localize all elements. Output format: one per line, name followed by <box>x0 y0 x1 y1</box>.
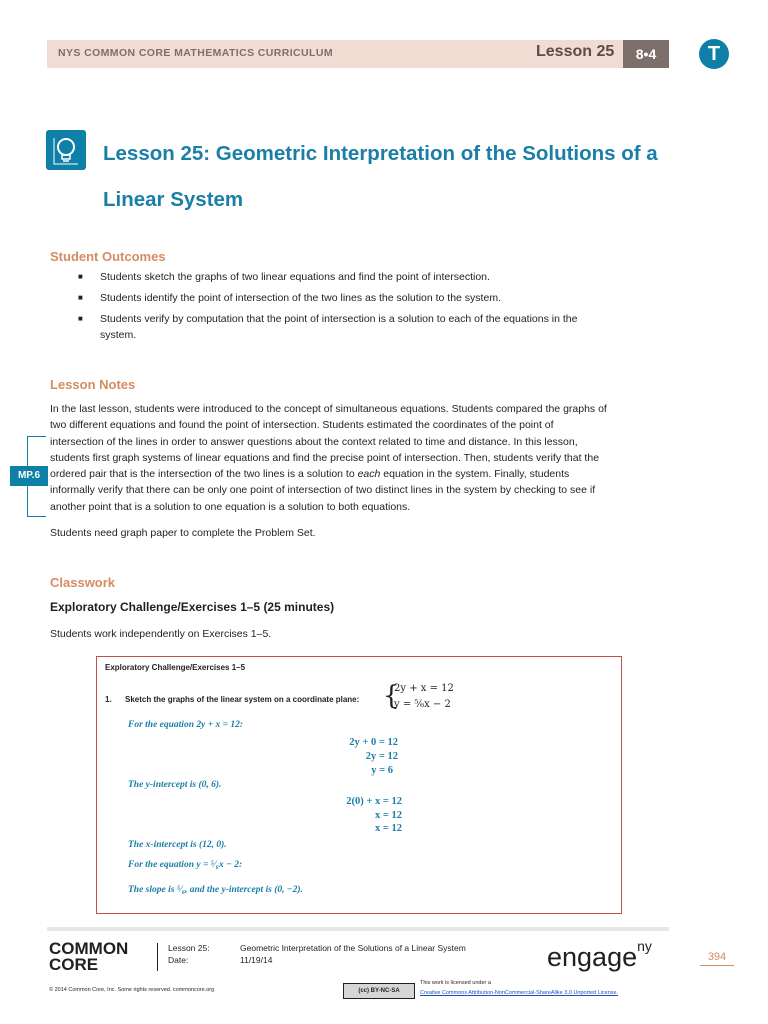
graph-paper-note: Students need graph paper to complete the Problem Set. <box>50 527 316 539</box>
classwork-heading: Classwork <box>50 575 116 590</box>
answer-line: The y-intercept is (0, 6). <box>128 780 222 790</box>
lesson-notes-text: In the last lesson, students were introduced to the concept of simultaneous equations. Students compared the graphs of two different equations and found the point of intersection. Students estimated the coordinates of the point of intersection of the lines in order to answer questions about the context related to time and distance. In this lesson, students first graph systems of linear equations and find the precise point of intersection. Then, students verify that the ordered pair that is the intersection of the two lines is a solution to each equation in the system. Finally, students informally verify that there can be only one point of intersection of two distinct lines in the system by checking to see if another point that is a solution to one equation is a solution to both equations. <box>50 403 607 513</box>
notes-heading: Lesson Notes <box>50 377 136 392</box>
teacher-badge: T <box>699 39 729 69</box>
common-core-logo: COMMON CORE <box>49 939 129 974</box>
bullet-icon: ■ <box>78 293 83 302</box>
system-brace: { <box>383 681 400 711</box>
lightbulb-icon <box>46 130 86 170</box>
mp-badge: MP.6 <box>10 466 48 486</box>
calc-line: x = 12 <box>375 823 402 834</box>
classwork-instruction: Students work independently on Exercises 1–5. <box>50 628 272 640</box>
bullet-icon: ■ <box>78 314 83 323</box>
calc-line: 2y + 0 = 12 <box>349 737 398 748</box>
answer-line: For the equation y = ⁵⁄₆x − 2: <box>128 860 243 870</box>
answer-line: The x-intercept is (12, 0). <box>128 840 227 850</box>
cc-license-icon: (cc) BY-NC-SA <box>343 983 415 999</box>
calc-line: 2(0) + x = 12 <box>346 796 402 807</box>
system-eq-2: y = ⁵⁄₆x − 2 <box>394 699 451 710</box>
exploratory-heading: Exploratory Challenge/Exercises 1–5 (25 minutes) <box>50 600 335 614</box>
outcome-item: Students sketch the graphs of two linear equations and find the point of intersection. <box>100 271 490 283</box>
system-eq-1: 2y + x = 12 <box>394 683 454 694</box>
footer-date: 11/19/14 <box>240 955 273 965</box>
footer-lesson-title: Geometric Interpretation of the Solutions of a Linear System <box>240 943 466 953</box>
footer-lesson-label: Lesson 25: <box>168 943 210 953</box>
lesson-label: Lesson 25 <box>536 43 615 60</box>
exercise-1: 1. Sketch the graphs of the linear system on a coordinate plane: <box>105 695 360 704</box>
page-title: Lesson 25: Geometric Interpretation of the Solutions of a Linear System <box>103 142 658 211</box>
license-text: This work is licensed under a <box>420 980 491 986</box>
box-heading: Exploratory Challenge/Exercises 1–5 <box>105 663 246 672</box>
curriculum-label: NYS COMMON CORE MATHEMATICS CURRICULUM <box>58 47 333 59</box>
answer-line: The slope is ⁵⁄₆, and the y-intercept is (0, −2). <box>128 885 303 895</box>
answer-line: For the equation 2y + x = 12: <box>128 720 244 730</box>
engageny-logo: engage$^{ny}$ <box>547 938 652 972</box>
module-badge: 8•4 <box>623 40 669 68</box>
copyright: © 2014 Common Core, Inc. Some rights reserved. commoncore.org <box>49 987 215 993</box>
bullet-icon: ■ <box>78 272 83 281</box>
page-number: 394 <box>700 951 734 966</box>
footer-rule <box>47 927 669 931</box>
outcome-item: Students identify the point of intersection of the two lines as the solution to the system. <box>100 292 501 304</box>
footer-date-label: Date: <box>168 955 189 965</box>
outcome-item-cont: system. <box>100 329 137 341</box>
footer-divider <box>157 943 158 971</box>
outcomes-heading: Student Outcomes <box>50 249 166 264</box>
calc-line: y = 6 <box>371 765 393 776</box>
calc-line: x = 12 <box>375 810 402 821</box>
outcome-item: Students verify by computation that the point of intersection is a solution to each of the equations in the <box>100 313 578 325</box>
license-link[interactable]: Creative Commons Attribution-NonCommercial-ShareAlike 3.0 Unported License. <box>420 990 619 996</box>
calc-line: 2y = 12 <box>365 751 398 762</box>
